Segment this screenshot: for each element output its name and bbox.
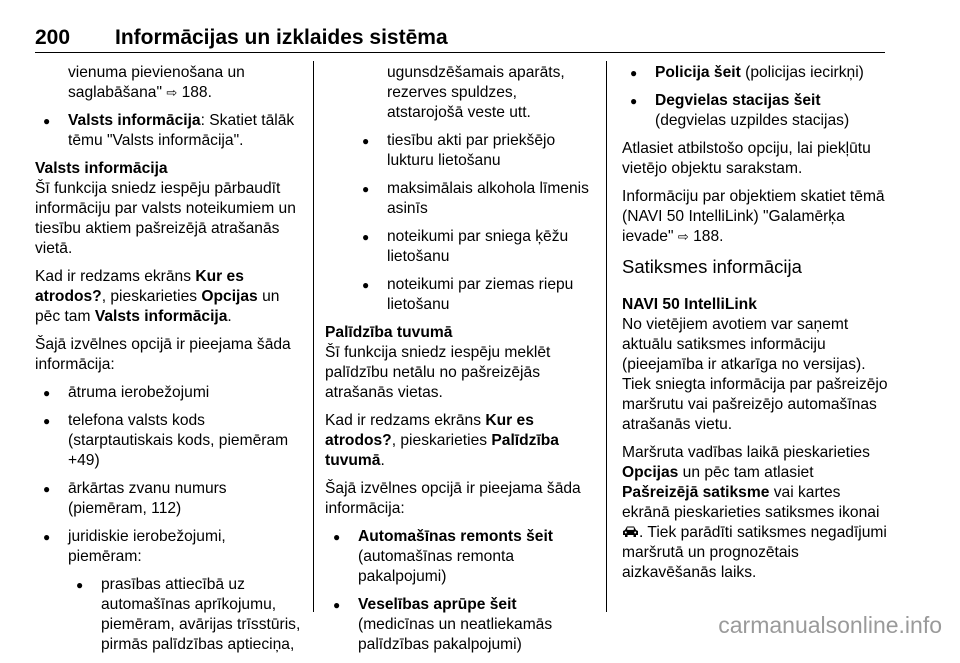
paragraph: Kad ir redzams ekrāns Kur es atrodos?, pieskarieties Opcijas un pēc tam Valsts informācija.: [35, 268, 280, 325]
column-3: [622, 63, 890, 591]
section-palidziba: [325, 323, 597, 403]
column-1: [35, 63, 303, 663]
help-list: [622, 63, 890, 131]
list-item: ● ārkārtas zvanu numurs (piemēram, 112): [35, 479, 303, 519]
paragraph: Informāciju par objektiem skatiet tēmā (NAVI 50 IntelliLink) "Galamērķa ievade" ⇨ 188.: [622, 188, 885, 245]
paragraph: Maršruta vadības laikā pieskarieties Opcijas un pēc tam atlasiet Pašreizējā satiksme vai kartes ekrānā pieskarieties satiksmes ikonai . Tiek parādīti satiksmes negadījumi maršrutā un prognozētais aizkavēšanās laiks.: [622, 444, 887, 581]
paragraph: Kad ir redzams ekrāns Kur es atrodos?, pieskarieties Palīdzība tuvumā.: [325, 412, 559, 469]
list-item: ● prasības attiecībā uz automašīnas aprīkojumu, piemēram, avārijas trīsstūris, pirmās palīdzības aptieciņa,: [68, 575, 303, 655]
reference-arrow-icon: ⇨: [166, 85, 178, 100]
subheading: Palīdzība tuvumā: [325, 324, 453, 341]
page-header: [35, 24, 885, 56]
list-item: ● juridiskie ierobežojumi, piemēram: ● prasības attiecībā uz automašīnas aprīkojumu, piemēram, avārijas trīsstūris, pirmās palīdzības aptieciņa,: [35, 527, 303, 655]
info-list: [325, 131, 597, 315]
section-heading: Satiksmes informācija: [622, 256, 802, 277]
section-valsts: [35, 159, 303, 259]
nested-list: [68, 575, 303, 655]
page-reference[interactable]: 188.: [181, 84, 212, 101]
paragraph: Atlasiet atbilstošo opciju, lai piekļūtu vietējo objektu sarakstam.: [622, 140, 871, 177]
list-item: ● Veselības aprūpe šeit (medicīnas un neatliekamās palīdzības pakalpojumi): [325, 595, 597, 655]
paragraph: Šī funkcija sniedz iespēju pārbaudīt informāciju par valsts noteikumiem un tiesību aktiem pašreizējā atrašanās vietā.: [35, 180, 296, 257]
watermark: carmanualsonline.info: [718, 612, 942, 638]
help-list: [325, 527, 597, 655]
continued-text: ugunsdzēšamais aparāts, rezerves spuldzes, atstarojošā veste utt.: [387, 64, 565, 121]
list-item: ● noteikumi par ziemas riepu lietošanu: [354, 275, 597, 315]
list-item: ● Degvielas stacijas šeit (degvielas uzpildes stacijas): [622, 91, 890, 131]
continued-text: vienuma pievienošana un saglabāšana" ⇨ 188.: [68, 64, 245, 101]
traffic-car-icon: [622, 525, 639, 538]
list-item: ● noteikumi par sniega ķēžu lietošanu: [354, 227, 597, 267]
reference-arrow-icon: ⇨: [677, 229, 689, 244]
paragraph: Šī funkcija sniedz iespēju meklēt palīdzību netālu no pašreizējās atrašanās vietas.: [325, 344, 551, 401]
page-title: Informācijas un izklaides sistēma: [115, 26, 448, 49]
page-reference[interactable]: 188.: [693, 228, 724, 245]
section-satiksme: [622, 295, 890, 435]
list-item: ● Policija šeit (policijas iecirkņi): [622, 63, 890, 83]
column-divider-1: [313, 61, 314, 612]
list-item: ● tiesību akti par priekšējo lukturu lietošanu: [354, 131, 597, 171]
list-item: ● telefona valsts kods (starptautiskais kods, piemēram +49): [35, 411, 303, 471]
subheading: Valsts informācija: [35, 160, 168, 177]
column-2: [325, 63, 597, 663]
subheading: NAVI 50 IntelliLink: [622, 296, 757, 313]
paragraph: Šajā izvēlnes opcijā ir pieejama šāda informācija:: [325, 480, 581, 517]
paragraph: Šajā izvēlnes opcijā ir pieejama šāda informācija:: [35, 336, 291, 373]
list-item: ● maksimālais alkohola līmenis asinīs: [354, 179, 597, 219]
list-item: ● ātruma ierobežojumi: [35, 383, 303, 403]
list-item: ● Automašīnas remonts šeit (automašīnas remonta pakalpojumi): [325, 527, 597, 587]
header-rule: [35, 52, 885, 53]
page-number: 200: [35, 26, 71, 49]
list-item: ● Valsts informācija: Skatiet tālāk tēmu "Valsts informācija".: [35, 111, 303, 151]
column-divider-2: [606, 61, 607, 612]
info-list: [35, 383, 303, 655]
paragraph: No vietējiem avotiem var saņemt aktuālu satiksmes informāciju (pieejamība ir atkarīga no versijas). Tiek sniegta informācija par pašreizējo maršrutu vai pašreizējo automašīnas atrašanās vietu.: [622, 316, 888, 433]
